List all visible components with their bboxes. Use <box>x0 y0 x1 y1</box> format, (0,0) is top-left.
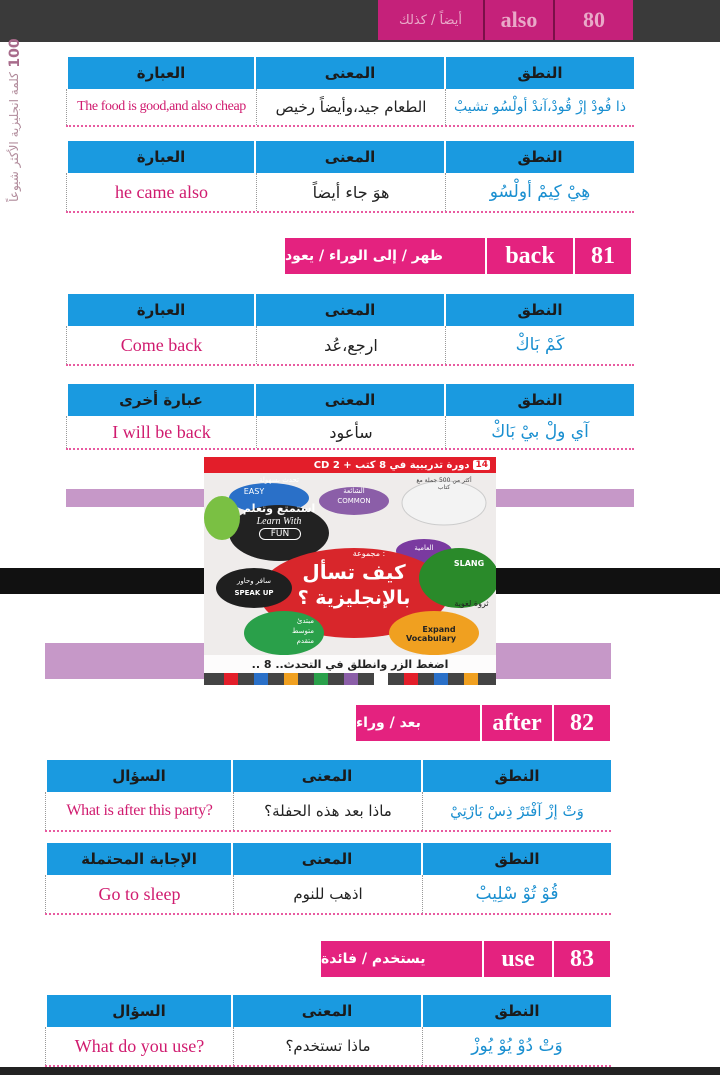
speak-ar: سافر وحاور <box>236 577 272 585</box>
speak-up: SPEAK UP <box>234 589 274 597</box>
pronunciation: وَتْ إزْ آفْتَرْ ذِسْ بَارْتِيْ <box>422 792 611 830</box>
header-question: السؤال <box>45 760 231 792</box>
blob-speak <box>216 568 292 608</box>
phrase-table-2 <box>66 141 634 213</box>
book-bottom-text: اضغط الزر وانطلق في التحدث.. 8 .. <box>204 655 496 673</box>
header-meaning: المعنى <box>231 995 421 1027</box>
example: What is after this party? <box>45 792 233 830</box>
slang: SLANG <box>453 559 485 568</box>
header-meaning: المعنى <box>254 384 444 416</box>
word-english: use <box>482 939 552 979</box>
example: Come back <box>66 326 256 364</box>
header-pronunciation: النطق <box>421 760 611 792</box>
word-number: 81 <box>573 236 633 276</box>
phrase-table-6 <box>45 843 611 915</box>
pronunciation: ذا فُودْ إزْ قُودْ،آندْ أولْسُو تشيبْ <box>445 89 634 125</box>
easy-ar: تحدث بسهولة <box>259 476 299 484</box>
header-pronunciation: النطق <box>444 141 634 173</box>
header-pronunciation: النطق <box>421 843 611 875</box>
header-pronunciation: النطق <box>444 294 634 326</box>
header-phrase: عبارة أخرى <box>66 384 254 416</box>
common-ar: الشائعة <box>343 487 365 495</box>
pronunciation: قُوْ تُوْ سْلِيبْ <box>422 875 611 913</box>
meaning: الطعام جيد،وأيضاً رخيص <box>256 89 445 125</box>
level-3: متقدم <box>296 637 314 645</box>
header-meaning: المعنى <box>254 141 444 173</box>
header-meaning: المعنى <box>254 294 444 326</box>
phrase-table-1 <box>66 57 634 127</box>
bottom-bar <box>0 1067 720 1075</box>
pronunciation: هِيْ كِيمْ أولْسُو <box>445 173 634 211</box>
table-row <box>45 875 611 915</box>
header-phrase: العبارة <box>66 294 254 326</box>
meaning: سأعود <box>256 416 445 448</box>
phrase-table-3 <box>66 294 634 366</box>
example: I will be back <box>66 416 256 448</box>
word-header-80 <box>378 0 633 40</box>
table-row <box>45 792 611 832</box>
header-phrase: العبارة <box>66 57 254 89</box>
phrase-table-4 <box>66 384 634 450</box>
word-english: after <box>480 703 552 743</box>
example: What do you use? <box>45 1027 233 1065</box>
easy: EASY <box>243 487 265 496</box>
example: The food is good,and also cheap <box>66 89 256 125</box>
table-row <box>66 416 634 450</box>
table-row <box>45 1027 611 1067</box>
meaning: ماذا بعد هذه الحفلة؟ <box>233 792 422 830</box>
side-text: كلمة انجليزية الأكثر شيوعاً <box>7 72 21 202</box>
group: مجموعة : <box>352 549 386 558</box>
header-question: السؤال <box>45 995 231 1027</box>
header-pronunciation: النطق <box>444 384 634 416</box>
word-number: 83 <box>552 939 612 979</box>
book-title-1: كيف تسأل <box>302 560 406 584</box>
level-2: متوسط <box>292 627 314 635</box>
meaning: ماذا تستخدم؟ <box>233 1027 422 1065</box>
word-header-83 <box>319 939 612 979</box>
header-pronunciation: النطق <box>421 995 611 1027</box>
meaning: هوَ جاء أيضاً <box>256 173 445 211</box>
word-english: back <box>485 236 573 276</box>
header-pronunciation: النطق <box>444 57 634 89</box>
word-number: 80 <box>553 0 633 40</box>
pronunciation: آي ولْ بيْ بَاكْ <box>445 416 634 448</box>
word-number: 82 <box>552 703 612 743</box>
word-arabic: ظهر / إلى الوراء / يعود <box>283 236 485 276</box>
book-cover-image <box>204 457 496 685</box>
table-row <box>66 173 634 213</box>
header-meaning: المعنى <box>231 760 421 792</box>
example: he came also <box>66 173 256 211</box>
pronunciation: كَمْ بَاكْ <box>445 326 634 364</box>
meaning: اذهب للنوم <box>233 875 422 913</box>
header-meaning: المعنى <box>231 843 421 875</box>
table-row <box>66 89 634 127</box>
header-answer: الإجابة المحتملة <box>45 843 231 875</box>
learn-ar: استمتع وتعلم <box>242 502 316 515</box>
side-number: 100 <box>7 38 23 68</box>
word-arabic: بعد / وراء <box>354 703 480 743</box>
book-badge: 14 <box>475 460 488 470</box>
wealth: ثروة لغوية <box>454 599 489 608</box>
sticker: أكثر من 500 جملة مع كتاب <box>416 477 472 491</box>
vocabulary: Vocabulary <box>405 634 457 643</box>
fun: FUN <box>259 528 301 540</box>
side-title <box>0 40 34 250</box>
expand: Expand <box>422 625 456 634</box>
phrase-table-7 <box>45 995 611 1067</box>
word-header-82 <box>354 703 612 743</box>
book-top-line: دورة تدريبية في 8 كتب + CD 2 <box>313 459 470 471</box>
common: COMMON <box>337 497 371 505</box>
phrase-table-5 <box>45 760 611 832</box>
table-row <box>66 326 634 366</box>
word-arabic: يستخدم / فائدة <box>319 939 482 979</box>
book-top-banner <box>204 457 496 473</box>
book-title-2: بالإنجليزية ؟ <box>297 587 411 609</box>
slang-ar: العامية <box>414 544 434 552</box>
header-phrase: العبارة <box>66 141 254 173</box>
word-arabic: أيضاً / كذلك <box>398 12 463 28</box>
example: Go to sleep <box>45 875 233 913</box>
word-header-81 <box>283 236 633 276</box>
pronunciation: وَتْ دُوْ يُوْ يُوزْ <box>422 1027 611 1065</box>
word-english: also <box>483 0 553 40</box>
learn-en: Learn With <box>256 516 302 527</box>
meaning: ارجع،عُد <box>256 326 445 364</box>
level-1: مبتدئ <box>296 617 314 625</box>
header-meaning: المعنى <box>254 57 444 89</box>
